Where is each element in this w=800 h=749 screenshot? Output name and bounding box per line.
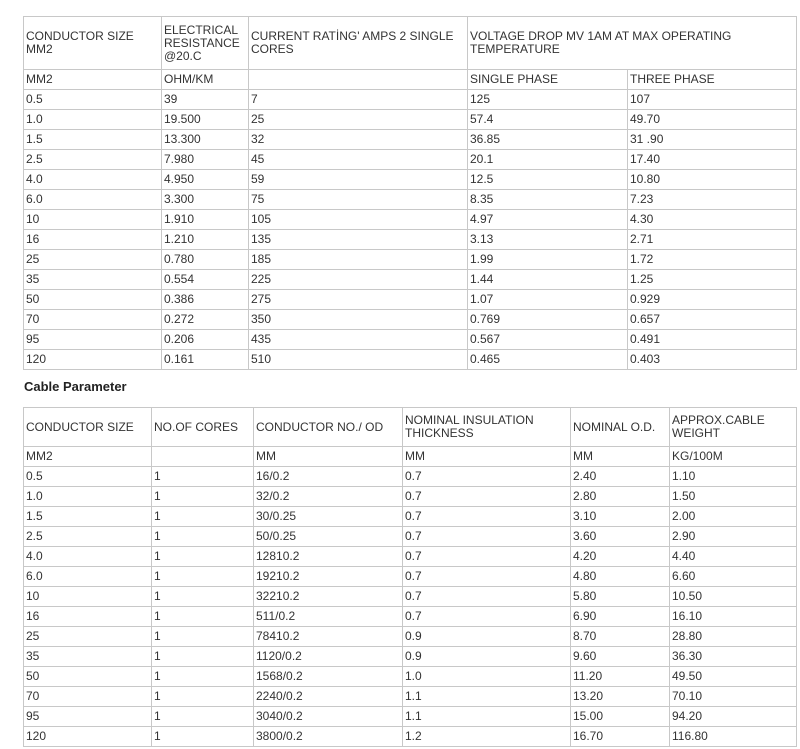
data-cell: 6.0 bbox=[24, 567, 152, 587]
data-cell: 1.10 bbox=[670, 467, 797, 487]
data-cell: 2.80 bbox=[571, 487, 670, 507]
data-cell: 0.7 bbox=[403, 527, 571, 547]
data-cell: 0.7 bbox=[403, 587, 571, 607]
data-cell: 12810.2 bbox=[254, 547, 403, 567]
table-row bbox=[24, 467, 797, 487]
data-cell: 5.80 bbox=[571, 587, 670, 607]
cable-parameter-table bbox=[23, 407, 797, 747]
data-cell: 7.980 bbox=[162, 150, 249, 170]
data-cell: 10 bbox=[24, 587, 152, 607]
unit-cell: THREE PHASE bbox=[628, 70, 797, 90]
data-cell: 16 bbox=[24, 607, 152, 627]
data-cell: 2240/0.2 bbox=[254, 687, 403, 707]
data-cell: 4.30 bbox=[628, 210, 797, 230]
data-cell: 1.07 bbox=[468, 290, 628, 310]
table-row bbox=[24, 627, 797, 647]
data-cell: 0.5 bbox=[24, 90, 162, 110]
data-cell: 435 bbox=[249, 330, 468, 350]
data-cell: 16 bbox=[24, 230, 162, 250]
data-cell: 4.0 bbox=[24, 170, 162, 190]
table-row bbox=[24, 330, 797, 350]
data-cell: 1 bbox=[152, 587, 254, 607]
data-cell: 1 bbox=[152, 487, 254, 507]
data-cell: 95 bbox=[24, 330, 162, 350]
data-cell: 0.403 bbox=[628, 350, 797, 370]
data-cell: 1.1 bbox=[403, 707, 571, 727]
data-cell: 0.7 bbox=[403, 467, 571, 487]
data-cell: 94.20 bbox=[670, 707, 797, 727]
data-cell: 135 bbox=[249, 230, 468, 250]
unit-cell: MM2 bbox=[24, 70, 162, 90]
header-cell: NO.OF CORES bbox=[152, 408, 254, 447]
data-cell: 25 bbox=[24, 627, 152, 647]
header-cell: NOMINAL INSULATION THICKNESS bbox=[403, 408, 571, 447]
unit-cell: MM bbox=[403, 447, 571, 467]
unit-cell: MM2 bbox=[24, 447, 152, 467]
data-cell: 0.7 bbox=[403, 567, 571, 587]
table-row bbox=[24, 130, 797, 150]
data-cell: 30/0.25 bbox=[254, 507, 403, 527]
electrical-specs-body bbox=[24, 17, 797, 370]
data-cell: 1 bbox=[152, 647, 254, 667]
unit-cell: MM bbox=[571, 447, 670, 467]
table-row bbox=[24, 667, 797, 687]
data-cell: 8.35 bbox=[468, 190, 628, 210]
data-cell: 3.300 bbox=[162, 190, 249, 210]
units-row bbox=[24, 70, 797, 90]
data-cell: 6.0 bbox=[24, 190, 162, 210]
data-cell: 19210.2 bbox=[254, 567, 403, 587]
data-cell: 35 bbox=[24, 647, 152, 667]
data-cell: 0.769 bbox=[468, 310, 628, 330]
data-cell: 0.7 bbox=[403, 487, 571, 507]
data-cell: 0.567 bbox=[468, 330, 628, 350]
table-row bbox=[24, 547, 797, 567]
data-cell: 1.5 bbox=[24, 507, 152, 527]
data-cell: 45 bbox=[249, 150, 468, 170]
data-cell: 0.780 bbox=[162, 250, 249, 270]
header-conductor-size: CONDUCTOR SIZE MM2 bbox=[24, 17, 162, 70]
data-cell: 12.5 bbox=[468, 170, 628, 190]
data-cell: 2.40 bbox=[571, 467, 670, 487]
table-row bbox=[24, 687, 797, 707]
data-cell: 1.99 bbox=[468, 250, 628, 270]
data-cell: 1.1 bbox=[403, 687, 571, 707]
section-caption: Cable Parameter bbox=[24, 379, 127, 394]
data-cell: 0.272 bbox=[162, 310, 249, 330]
data-cell: 2.00 bbox=[670, 507, 797, 527]
data-cell: 1.25 bbox=[628, 270, 797, 290]
data-cell: 70 bbox=[24, 310, 162, 330]
data-cell: 1.0 bbox=[24, 110, 162, 130]
unit-cell bbox=[152, 447, 254, 467]
data-cell: 1.210 bbox=[162, 230, 249, 250]
data-cell: 350 bbox=[249, 310, 468, 330]
data-cell: 0.9 bbox=[403, 627, 571, 647]
data-cell: 1.50 bbox=[670, 487, 797, 507]
data-cell: 0.465 bbox=[468, 350, 628, 370]
unit-cell: MM bbox=[254, 447, 403, 467]
data-cell: 0.5 bbox=[24, 467, 152, 487]
data-cell: 4.80 bbox=[571, 567, 670, 587]
data-cell: 32210.2 bbox=[254, 587, 403, 607]
data-cell: 70.10 bbox=[670, 687, 797, 707]
data-cell: 1 bbox=[152, 607, 254, 627]
data-cell: 3.13 bbox=[468, 230, 628, 250]
unit-cell: OHM/KM bbox=[162, 70, 249, 90]
header-cell: CONDUCTOR NO./ OD bbox=[254, 408, 403, 447]
table-row bbox=[24, 487, 797, 507]
data-cell: 49.70 bbox=[628, 110, 797, 130]
unit-cell: SINGLE PHASE bbox=[468, 70, 628, 90]
table-row bbox=[24, 707, 797, 727]
data-cell: 59 bbox=[249, 170, 468, 190]
data-cell: 2.5 bbox=[24, 527, 152, 547]
data-cell: 3800/0.2 bbox=[254, 727, 403, 747]
unit-cell: KG/100M bbox=[670, 447, 797, 467]
table-row bbox=[24, 250, 797, 270]
table-row bbox=[24, 607, 797, 627]
data-cell: 50 bbox=[24, 290, 162, 310]
data-cell: 0.206 bbox=[162, 330, 249, 350]
data-cell: 1568/0.2 bbox=[254, 667, 403, 687]
data-cell: 1 bbox=[152, 667, 254, 687]
cable-parameter-body bbox=[24, 408, 797, 747]
unit-cell bbox=[249, 70, 468, 90]
data-cell: 16.70 bbox=[571, 727, 670, 747]
table-row bbox=[24, 210, 797, 230]
data-cell: 1 bbox=[152, 567, 254, 587]
data-cell: 107 bbox=[628, 90, 797, 110]
data-cell: 50/0.25 bbox=[254, 527, 403, 547]
data-cell: 4.0 bbox=[24, 547, 152, 567]
data-cell: 1.72 bbox=[628, 250, 797, 270]
data-cell: 1 bbox=[152, 707, 254, 727]
data-cell: 2.5 bbox=[24, 150, 162, 170]
data-cell: 3.10 bbox=[571, 507, 670, 527]
data-cell: 16/0.2 bbox=[254, 467, 403, 487]
data-cell: 1 bbox=[152, 467, 254, 487]
data-cell: 13.20 bbox=[571, 687, 670, 707]
data-cell: 15.00 bbox=[571, 707, 670, 727]
table-row bbox=[24, 170, 797, 190]
data-cell: 4.40 bbox=[670, 547, 797, 567]
table-row bbox=[24, 110, 797, 130]
data-cell: 1 bbox=[152, 547, 254, 567]
table-row bbox=[24, 90, 797, 110]
header-voltage-drop: VOLTAGE DROP MV 1AM AT MAX OPERATING TEMPERATURE bbox=[468, 17, 797, 70]
header-cell: NOMINAL O.D. bbox=[571, 408, 670, 447]
data-cell: 1 bbox=[152, 687, 254, 707]
data-cell: 510 bbox=[249, 350, 468, 370]
data-cell: 1.910 bbox=[162, 210, 249, 230]
data-cell: 32 bbox=[249, 130, 468, 150]
table-row bbox=[24, 527, 797, 547]
header-current-rating: CURRENT RATİNG' AMPS 2 SINGLE CORES bbox=[249, 17, 468, 70]
data-cell: 16.10 bbox=[670, 607, 797, 627]
data-cell: 1 bbox=[152, 507, 254, 527]
electrical-specs-table bbox=[23, 16, 797, 370]
data-cell: 116.80 bbox=[670, 727, 797, 747]
table-row bbox=[24, 270, 797, 290]
header-cell: APPROX.CABLE WEIGHT bbox=[670, 408, 797, 447]
table-row bbox=[24, 310, 797, 330]
table-row bbox=[24, 350, 797, 370]
data-cell: 78410.2 bbox=[254, 627, 403, 647]
table-row bbox=[24, 647, 797, 667]
data-cell: 25 bbox=[249, 110, 468, 130]
data-cell: 25 bbox=[24, 250, 162, 270]
data-cell: 2.90 bbox=[670, 527, 797, 547]
data-cell: 185 bbox=[249, 250, 468, 270]
data-cell: 3.60 bbox=[571, 527, 670, 547]
table-header-row bbox=[24, 17, 797, 70]
data-cell: 1 bbox=[152, 627, 254, 647]
table-row bbox=[24, 190, 797, 210]
data-cell: 35 bbox=[24, 270, 162, 290]
data-cell: 4.97 bbox=[468, 210, 628, 230]
data-cell: 0.9 bbox=[403, 647, 571, 667]
data-cell: 0.657 bbox=[628, 310, 797, 330]
table-row bbox=[24, 230, 797, 250]
data-cell: 70 bbox=[24, 687, 152, 707]
data-cell: 1 bbox=[152, 727, 254, 747]
data-cell: 75 bbox=[249, 190, 468, 210]
table-row bbox=[24, 290, 797, 310]
data-cell: 1.0 bbox=[24, 487, 152, 507]
data-cell: 10.80 bbox=[628, 170, 797, 190]
data-cell: 4.950 bbox=[162, 170, 249, 190]
data-cell: 39 bbox=[162, 90, 249, 110]
data-cell: 1.44 bbox=[468, 270, 628, 290]
data-cell: 2.71 bbox=[628, 230, 797, 250]
table-row bbox=[24, 150, 797, 170]
data-cell: 1.5 bbox=[24, 130, 162, 150]
table-header-row bbox=[24, 408, 797, 447]
data-cell: 32/0.2 bbox=[254, 487, 403, 507]
data-cell: 275 bbox=[249, 290, 468, 310]
data-cell: 1120/0.2 bbox=[254, 647, 403, 667]
data-cell: 6.90 bbox=[571, 607, 670, 627]
data-cell: 0.7 bbox=[403, 507, 571, 527]
data-cell: 20.1 bbox=[468, 150, 628, 170]
table-row bbox=[24, 507, 797, 527]
header-cell: CONDUCTOR SIZE bbox=[24, 408, 152, 447]
data-cell: 120 bbox=[24, 727, 152, 747]
data-cell: 120 bbox=[24, 350, 162, 370]
data-cell: 19.500 bbox=[162, 110, 249, 130]
data-cell: 0.554 bbox=[162, 270, 249, 290]
data-cell: 95 bbox=[24, 707, 152, 727]
data-cell: 1 bbox=[152, 527, 254, 547]
data-cell: 8.70 bbox=[571, 627, 670, 647]
data-cell: 31 .90 bbox=[628, 130, 797, 150]
data-cell: 50 bbox=[24, 667, 152, 687]
data-cell: 7 bbox=[249, 90, 468, 110]
data-cell: 49.50 bbox=[670, 667, 797, 687]
data-cell: 1.2 bbox=[403, 727, 571, 747]
table-row bbox=[24, 727, 797, 747]
data-cell: 4.20 bbox=[571, 547, 670, 567]
header-electrical-resistance: ELECTRICAL RESISTANCE @20.C bbox=[162, 17, 249, 70]
data-cell: 28.80 bbox=[670, 627, 797, 647]
data-cell: 10.50 bbox=[670, 587, 797, 607]
data-cell: 7.23 bbox=[628, 190, 797, 210]
data-cell: 0.7 bbox=[403, 547, 571, 567]
data-cell: 0.929 bbox=[628, 290, 797, 310]
data-cell: 57.4 bbox=[468, 110, 628, 130]
data-cell: 0.386 bbox=[162, 290, 249, 310]
data-cell: 11.20 bbox=[571, 667, 670, 687]
data-cell: 1.0 bbox=[403, 667, 571, 687]
data-cell: 0.491 bbox=[628, 330, 797, 350]
data-cell: 225 bbox=[249, 270, 468, 290]
data-cell: 0.7 bbox=[403, 607, 571, 627]
data-cell: 511/0.2 bbox=[254, 607, 403, 627]
data-cell: 13.300 bbox=[162, 130, 249, 150]
data-cell: 9.60 bbox=[571, 647, 670, 667]
units-row bbox=[24, 447, 797, 467]
data-cell: 105 bbox=[249, 210, 468, 230]
data-cell: 36.85 bbox=[468, 130, 628, 150]
data-cell: 0.161 bbox=[162, 350, 249, 370]
table-row bbox=[24, 567, 797, 587]
table-row bbox=[24, 587, 797, 607]
data-cell: 6.60 bbox=[670, 567, 797, 587]
data-cell: 17.40 bbox=[628, 150, 797, 170]
data-cell: 10 bbox=[24, 210, 162, 230]
data-cell: 36.30 bbox=[670, 647, 797, 667]
data-cell: 125 bbox=[468, 90, 628, 110]
data-cell: 3040/0.2 bbox=[254, 707, 403, 727]
